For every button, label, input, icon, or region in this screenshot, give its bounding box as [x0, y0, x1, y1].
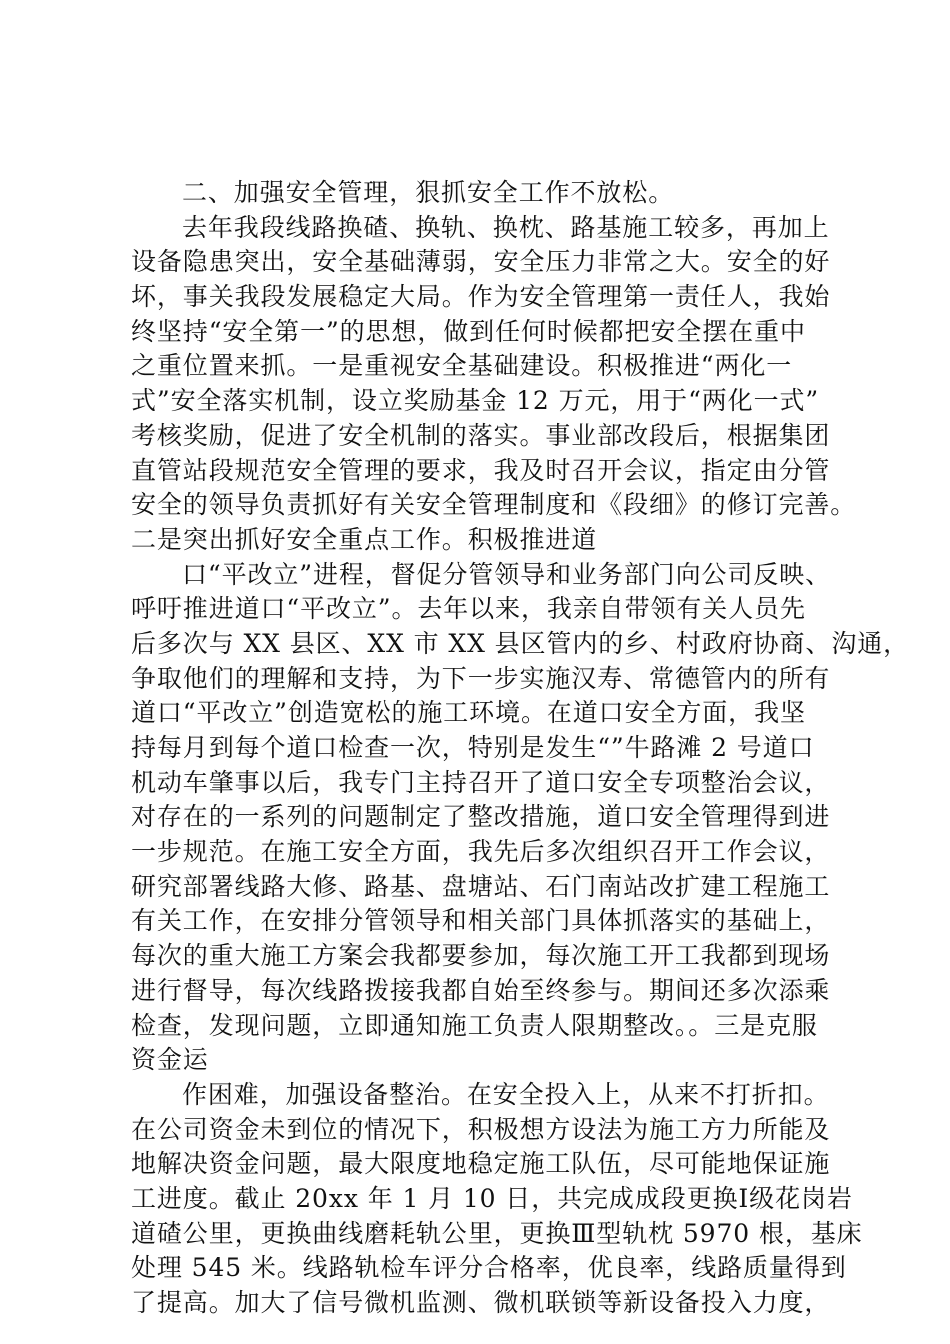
paragraph-line: 检查，发现问题，立即通知施工负责人限期整改。。三是克服 — [131, 1010, 818, 1040]
paragraph-line: 安全的领导负责抓好有关安全管理制度和《段细》的修订完善。 — [131, 490, 857, 520]
paragraph-line: 研究部署线路大修、路基、盘塘站、石门南站改扩建工程施工 — [131, 871, 831, 901]
paragraph-line: 一步规范。在施工安全方面，我先后多次组织召开工作会议， — [131, 837, 831, 867]
paragraph-line: 直管站段规范安全管理的要求，我及时召开会议，指定由分管 — [131, 455, 831, 485]
paragraph-line: 终坚持“安全第一”的思想，做到任何时候都把安全摆在重中 — [131, 316, 806, 346]
paragraph-line: 式”安全落实机制，设立奖励基金 12 万元，用于“两化一式” — [131, 386, 820, 416]
paragraph-line: 考核奖励，促进了安全机制的落实。事业部改段后，根据集团 — [131, 420, 831, 450]
paragraph-line: 地解决资金问题，最大限度地稳定施工队伍，尽可能地保证施 — [131, 1149, 831, 1179]
paragraph-line: 设备隐患突出，安全基础薄弱，安全压力非常之大。安全的好 — [131, 247, 831, 277]
paragraph-line: 有关工作，在安排分管领导和相关部门具体抓落实的基础上， — [131, 906, 831, 936]
paragraph-line: 对存在的一系列的问题制定了整改措施，道口安全管理得到进 — [131, 802, 831, 832]
section-heading: 二、加强安全管理，狠抓安全工作不放松。 — [182, 178, 675, 207]
paragraph-line: 坏，事关我段发展稳定大局。作为安全管理第一责任人，我始 — [131, 282, 831, 312]
paragraph-line: 之重位置来抓。一是重视安全基础建设。积极推进“两化一 — [131, 351, 793, 381]
paragraph-line: 每次的重大施工方案会我都要参加，每次施工开工我都到现场 — [131, 941, 831, 971]
paragraph-line: 处理 545 米。线路轨检车评分合格率，优良率，线路质量得到 — [131, 1253, 847, 1283]
paragraph-line: 作困难，加强设备整治。在安全投入上，从来不打折扣。 — [182, 1079, 830, 1109]
paragraph-line: 进行督导，每次线路拨接我都自始至终参与。期间还多次添乘 — [131, 975, 831, 1005]
paragraph-line: 争取他们的理解和支持，为下一步实施汉寿、常德管内的所有 — [131, 663, 831, 693]
paragraph-line: 去年我段线路换碴、换轨、换枕、路基施工较多，再加上 — [182, 212, 830, 242]
paragraph-line: 二是突出抓好安全重点工作。积极推进道 — [131, 524, 598, 554]
body-text — [131, 176, 910, 1321]
paragraph-line: 呼吁推进道口“平改立”。去年以来，我亲自带领有关人员先 — [131, 594, 806, 624]
paragraph-line: 持每月到每个道口检查一次，特别是发生“”牛路滩 2 号道口 — [131, 733, 815, 762]
paragraph-line: 在公司资金未到位的情况下，积极想方设法为施工方力所能及 — [131, 1114, 831, 1144]
paragraph-line: 资金运 — [131, 1045, 209, 1075]
paragraph-line: 机动车肇事以后，我专门主持召开了道口安全专项整治会议， — [131, 767, 831, 797]
paragraph-line: 道碴公里，更换曲线磨耗轨公里，更换Ⅲ型轨枕 5970 根，基床 — [131, 1218, 863, 1248]
paragraph-line: 口“平改立”进程，督促分管领导和业务部门向公司反映、 — [182, 559, 831, 589]
paragraph-line: 后多次与 XX 县区、XX 市 XX 县区管内的乡、村政府协商、沟通， — [131, 628, 910, 658]
paragraph-line: 工进度。截止 20xx 年 1 月 10 日，共完成成段更换Ⅰ级花岗岩 — [131, 1183, 853, 1213]
paragraph-line: 了提高。加大了信号微机监测、微机联锁等新设备投入力度， — [131, 1288, 831, 1317]
paragraph-line: 道口“平改立”创造宽松的施工环境。在道口安全方面，我坚 — [131, 698, 806, 728]
